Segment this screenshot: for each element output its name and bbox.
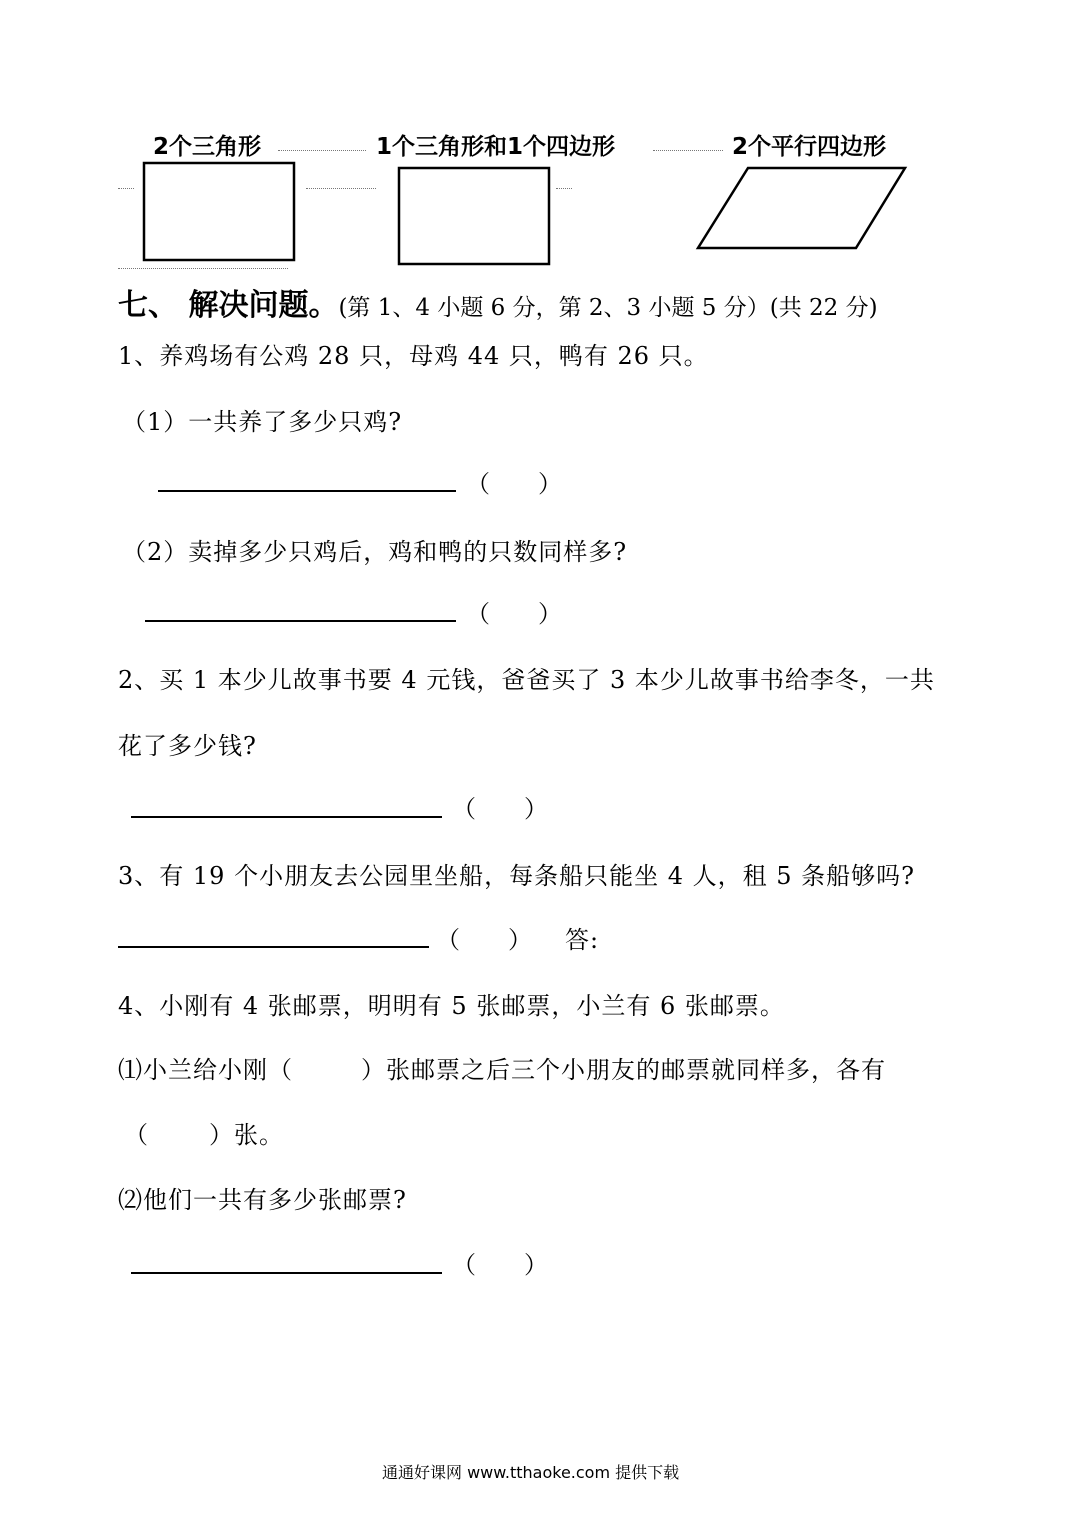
question-1-part-2: （2）卖掉多少只鸡后，鸡和鸭的只数同样多? xyxy=(122,538,628,566)
q4-1-text-b: ）张邮票之后三个小朋友的邮票就同样多，各有 xyxy=(361,1056,886,1084)
rectangle-shape-2 xyxy=(399,168,549,264)
answer-line-1-1[interactable] xyxy=(158,490,456,492)
q4-1-text-d: ）张。 xyxy=(209,1121,284,1149)
answer-line-1-2[interactable] xyxy=(145,620,456,622)
question-1-part-1: （1）一共养了多少只鸡? xyxy=(122,408,403,436)
question-3: 3、有 19 个小朋友去公园里坐船，每条船只能坐 4 人，租 5 条船够吗? xyxy=(118,862,915,890)
question-4-part-1-line-2 xyxy=(124,1115,284,1150)
answer-label-3: 答: xyxy=(565,926,600,954)
parallelogram-shape xyxy=(698,168,905,248)
section-title: 七、 解决问题。 xyxy=(118,288,339,323)
q4-1-text-a: ⑴小兰给小刚（ xyxy=(118,1056,293,1084)
section-note: (第 1、4 小题 6 分，第 2、3 小题 5 分）(共 22 分) xyxy=(338,295,878,321)
question-2-line-1: 2、买 1 本少儿故事书要 4 元钱，爸爸买了 3 本少儿故事书给李冬，一共 xyxy=(118,666,935,694)
section-header xyxy=(118,280,878,324)
footer-text: 通通好课网 www.tthaoke.com 提供下载 xyxy=(382,1463,680,1482)
question-1: 1、养鸡场有公鸡 28 只，母鸡 44 只，鸭有 26 只。 xyxy=(118,342,709,370)
question-4-part-1-line-1 xyxy=(118,1050,886,1085)
answer-paren-4-2[interactable]: （ ） xyxy=(452,1251,548,1279)
answer-paren-1-2[interactable]: （ ） xyxy=(466,600,562,628)
shapes-figure xyxy=(100,150,940,280)
shape-label-triangle-and-quad: 1个三角形和1个四边形 xyxy=(376,134,616,160)
answer-line-3[interactable] xyxy=(118,946,429,948)
answer-paren-2[interactable]: （ ） xyxy=(452,795,548,823)
q4-1-text-c: （ xyxy=(124,1121,149,1149)
answer-line-2[interactable] xyxy=(131,816,442,818)
question-4: 4、小刚有 4 张邮票，明明有 5 张邮票，小兰有 6 张邮票。 xyxy=(118,992,785,1020)
answer-paren-3[interactable]: （ ） xyxy=(436,926,532,954)
shape-label-two-triangles: 2个三角形 xyxy=(153,134,262,160)
question-2-line-2: 花了多少钱? xyxy=(118,732,257,760)
question-4-part-2: ⑵他们一共有多少张邮票? xyxy=(118,1186,407,1214)
answer-line-4-2[interactable] xyxy=(131,1272,442,1274)
answer-paren-1-1[interactable]: （ ） xyxy=(466,470,562,498)
rectangle-shape-1 xyxy=(144,163,294,260)
shape-label-two-parallelograms: 2个平行四边形 xyxy=(732,134,887,160)
